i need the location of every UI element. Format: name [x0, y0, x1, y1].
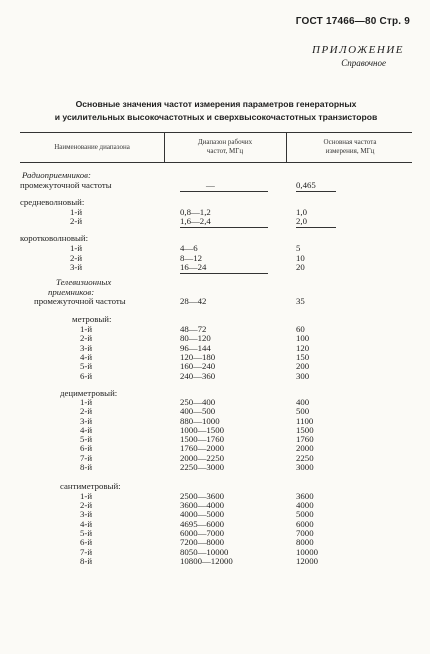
row-range-name: сантиметровый: — [60, 481, 121, 491]
table-row — [0, 216, 430, 227]
title-line-1: Основные значения частот измерения параметров генераторных — [75, 99, 357, 109]
row-range-name: Телевизионных — [56, 277, 112, 287]
row-range-name: 2-й — [80, 500, 93, 510]
row-working-range: 28—42 — [180, 296, 207, 306]
row-main-frequency: 2,0 — [296, 216, 336, 228]
row-working-range: 250—400 — [180, 397, 216, 407]
row-working-range: 3600—4000 — [180, 500, 224, 510]
row-range-name: 3-й — [70, 262, 83, 272]
row-working-range: 10800—12000 — [180, 556, 233, 566]
row-range-name: 6-й — [80, 371, 93, 381]
row-range-name: 4-й — [80, 519, 93, 529]
row-working-range: 1760—2000 — [180, 443, 224, 453]
row-working-range: 2500—3600 — [180, 491, 224, 501]
header-working-range — [166, 138, 284, 156]
row-main-frequency: 2000 — [296, 443, 314, 453]
row-working-range: 0,8—1,2 — [180, 207, 211, 217]
header-main-frequency-line-2: измерения, МГц — [325, 147, 375, 155]
row-working-range: 160—240 — [180, 361, 216, 371]
title-line-2: и усилительных высокочастотных и сверхвысокочастотных транзисторов — [54, 112, 378, 122]
row-main-frequency: 35 — [296, 296, 305, 306]
row-range-name: 3-й — [80, 343, 93, 353]
header-working-range-line-1: Диапазон рабочих — [197, 138, 253, 146]
row-range-name: 2-й — [80, 406, 93, 416]
row-main-frequency: 1760 — [296, 434, 314, 444]
row-working-range: 80—120 — [180, 333, 211, 343]
row-main-frequency: 5000 — [296, 509, 314, 519]
row-main-frequency: 2250 — [296, 453, 314, 463]
row-range-name: 1-й — [80, 491, 93, 501]
row-working-range: 2000—2250 — [180, 453, 224, 463]
row-main-frequency: 10000 — [296, 547, 318, 557]
row-main-frequency: 1500 — [296, 425, 314, 435]
row-main-frequency: 3600 — [296, 491, 314, 501]
row-range-name: 5-й — [80, 434, 93, 444]
table-row — [0, 296, 430, 307]
table-row — [0, 262, 430, 273]
row-range-name: дециметровый: — [60, 388, 118, 398]
row-main-frequency: 12000 — [296, 556, 318, 566]
row-range-name: 2-й — [70, 253, 83, 263]
row-range-name: средневолновый: — [20, 197, 85, 207]
row-range-name: 7-й — [80, 453, 93, 463]
row-range-name: 5-й — [80, 361, 93, 371]
row-range-name: 7-й — [80, 547, 93, 557]
row-main-frequency: 20 — [296, 262, 305, 272]
appendix-label: ПРИЛОЖЕНИЕ — [312, 44, 404, 56]
table-row — [0, 180, 430, 191]
header-range-name: Наименование диапазона — [54, 143, 130, 151]
row-main-frequency: 60 — [296, 324, 305, 334]
row-range-name: 6-й — [80, 443, 93, 453]
row-working-range: 8050—10000 — [180, 547, 229, 557]
row-range-name: коротковолновый: — [20, 233, 89, 243]
row-range-name: 8-й — [80, 462, 93, 472]
row-working-range: 1500—1760 — [180, 434, 224, 444]
row-working-range: 120—180 — [180, 352, 216, 362]
row-range-name: 3-й — [80, 509, 93, 519]
row-main-frequency: 10 — [296, 253, 305, 263]
column-divider-2 — [286, 132, 287, 162]
row-working-range: 1000—1500 — [180, 425, 224, 435]
row-main-frequency: 8000 — [296, 537, 314, 547]
row-working-range: 8—12 — [180, 253, 202, 263]
column-divider-1 — [164, 132, 165, 162]
row-main-frequency: 1100 — [296, 416, 314, 426]
row-range-name: 1-й — [70, 243, 83, 253]
row-range-name: 3-й — [80, 416, 93, 426]
row-range-name: приемников: — [48, 287, 95, 297]
page-header: ГОСТ 17466—80 Стр. 9 — [295, 16, 410, 27]
row-main-frequency: 100 — [296, 333, 310, 343]
row-working-range: 2250—3000 — [180, 462, 224, 472]
row-range-name: 1-й — [80, 397, 93, 407]
row-range-name: Радиоприемников: — [22, 170, 91, 180]
row-range-name: 1-й — [80, 324, 93, 334]
row-main-frequency: 400 — [296, 397, 310, 407]
row-main-frequency: 300 — [296, 371, 310, 381]
row-working-range: 1,6—2,4 — [180, 216, 268, 228]
row-main-frequency: 500 — [296, 406, 310, 416]
row-range-name: метровый: — [72, 314, 112, 324]
row-main-frequency: 200 — [296, 361, 310, 371]
row-range-name: 6-й — [80, 537, 93, 547]
row-main-frequency: 150 — [296, 352, 310, 362]
row-range-name: 2-й — [70, 216, 83, 226]
row-working-range: 4695—6000 — [180, 519, 224, 529]
row-range-name: 4-й — [80, 352, 93, 362]
row-working-range: 7200—8000 — [180, 537, 224, 547]
table-row — [0, 462, 430, 473]
row-main-frequency: 0,465 — [296, 180, 336, 192]
row-main-frequency: 1,0 — [296, 207, 307, 217]
row-range-name: промежуточной частоты — [20, 180, 112, 190]
table-row — [0, 556, 430, 567]
header-main-frequency — [288, 138, 412, 156]
row-working-range: — — [180, 180, 268, 192]
row-working-range: 16—24 — [180, 262, 268, 274]
row-main-frequency: 6000 — [296, 519, 314, 529]
header-main-frequency-line-1: Основная частота — [323, 138, 377, 146]
row-working-range: 48—72 — [180, 324, 207, 334]
row-range-name: 5-й — [80, 528, 93, 538]
row-main-frequency: 5 — [296, 243, 301, 253]
row-range-name: промежуточной частоты — [34, 296, 126, 306]
table-row — [0, 371, 430, 382]
row-working-range: 6000—7000 — [180, 528, 224, 538]
row-working-range: 240—360 — [180, 371, 216, 381]
row-working-range: 880—1000 — [180, 416, 220, 426]
row-working-range: 96—144 — [180, 343, 211, 353]
table-top-rule — [20, 132, 412, 133]
row-range-name: 2-й — [80, 333, 93, 343]
row-main-frequency: 7000 — [296, 528, 314, 538]
table-title — [20, 98, 412, 124]
appendix-note: Справочное — [341, 58, 386, 68]
header-working-range-line-2: частот, МГц — [206, 147, 244, 155]
row-main-frequency: 4000 — [296, 500, 314, 510]
row-main-frequency: 120 — [296, 343, 310, 353]
row-working-range: 400—500 — [180, 406, 216, 416]
row-range-name: 4-й — [80, 425, 93, 435]
row-range-name: 8-й — [80, 556, 93, 566]
table-header-rule — [20, 162, 412, 163]
row-working-range: 4—6 — [180, 243, 198, 253]
row-main-frequency: 3000 — [296, 462, 314, 472]
row-range-name: 1-й — [70, 207, 83, 217]
row-working-range: 4000—5000 — [180, 509, 224, 519]
